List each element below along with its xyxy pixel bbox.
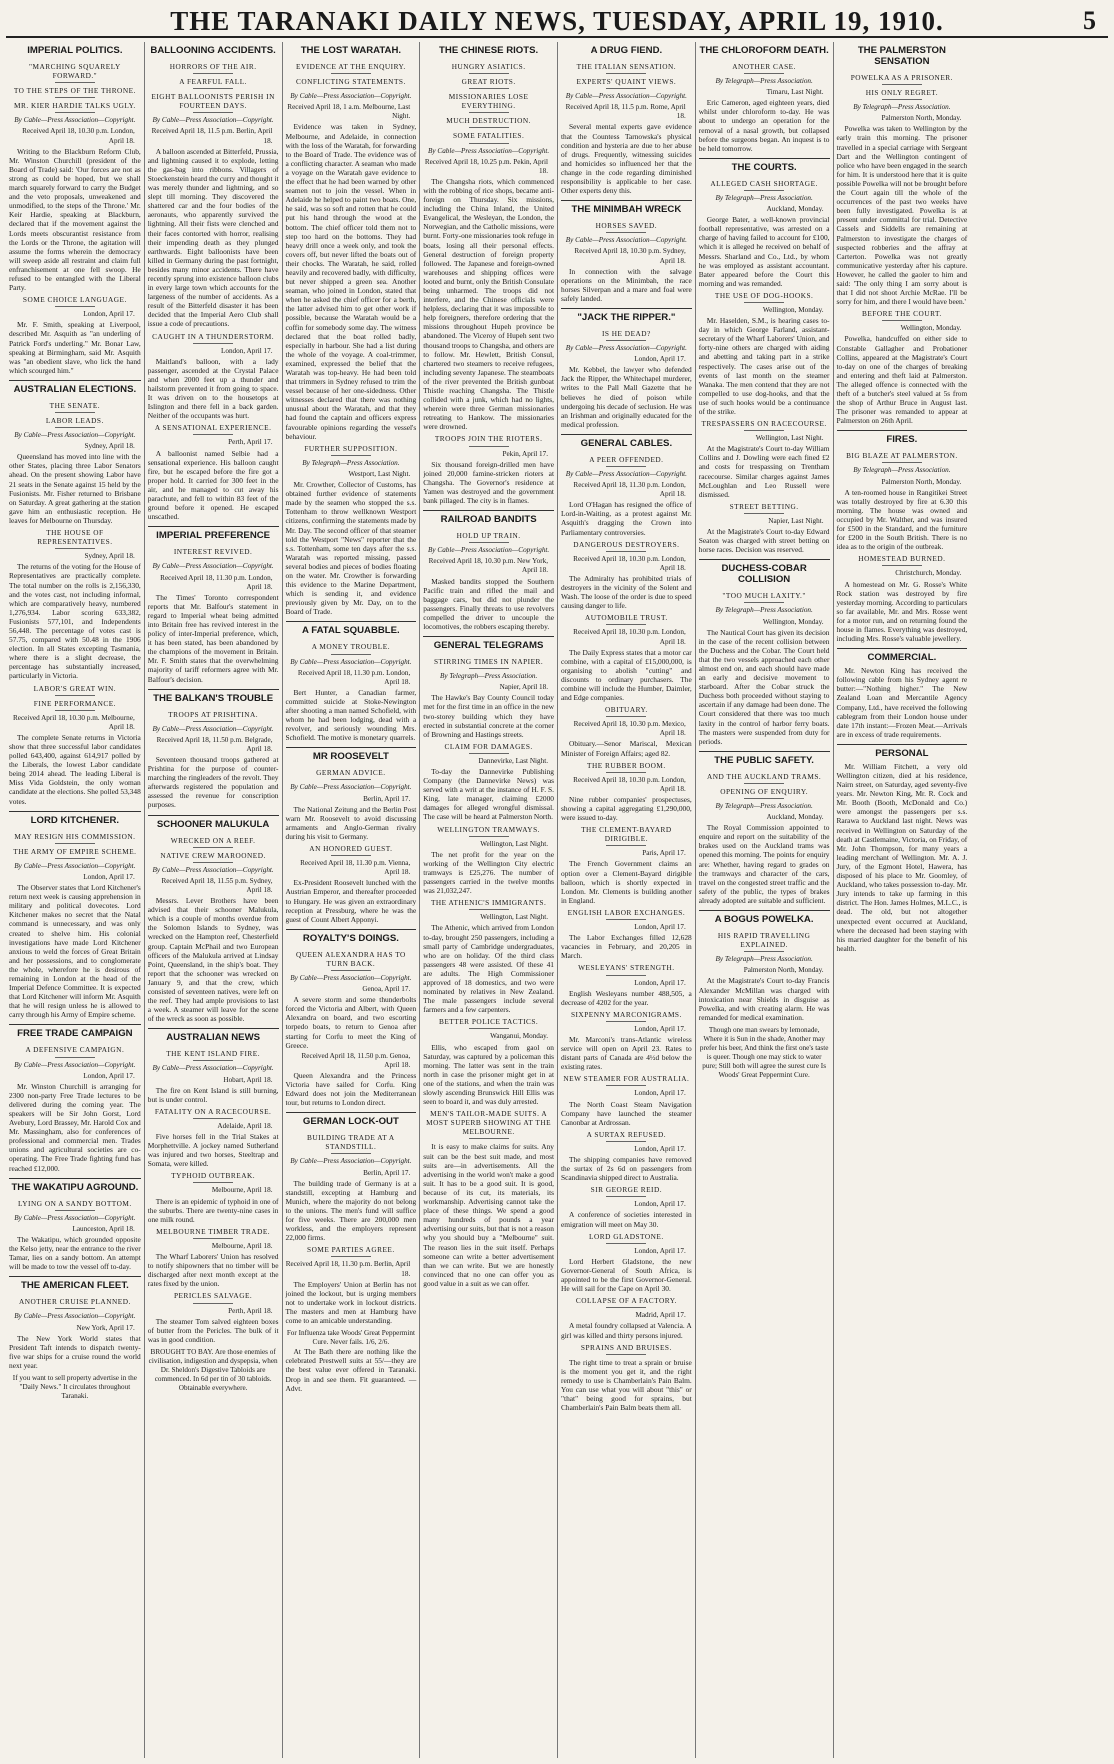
article-dateline: Madrid, April 17.: [635, 1311, 686, 1320]
page-number: 5: [1083, 6, 1096, 35]
article-headline: THE AMERICAN FLEET.: [9, 1276, 141, 1294]
article-byline: By Cable—Press Association—Copyright.: [14, 116, 136, 125]
article-body: The fire on Kent Island is still burning, but is under control.: [147, 1085, 279, 1104]
article-subheading: MELBOURNE TIMBER TRADE.: [148, 1227, 279, 1239]
article-byline: By Telegraph—Press Association.: [715, 77, 813, 86]
article-dateline: London, April 17.: [634, 1089, 686, 1098]
article-subheading: LABOR LEADS.: [9, 416, 141, 428]
article-byline: By Cable—Press Association—Copyright.: [290, 1157, 412, 1166]
article-subheading: TROOPS JOIN THE RIOTERS.: [423, 434, 554, 446]
article-body: The North Coast Steam Navigation Company have launched the steamer Canonbar at Ardrossan.: [561, 1099, 692, 1127]
article-headline: GENERAL TELEGRAMS: [423, 636, 554, 654]
article-headline: MR ROOSEVELT: [286, 747, 417, 765]
article-dateline: Received April 18, 11.30 p.m. London, April 18.: [573, 481, 686, 499]
article-byline: By Telegraph—Press Association.: [715, 955, 813, 964]
masthead-title: THE TARANAKI DAILY NEWS, TUESDAY, APRIL 19, 1910.: [170, 6, 944, 36]
article-dateline: London, April 17.: [83, 310, 135, 319]
article-subheading: A FEARFUL FALL.: [148, 77, 279, 89]
article-body: Messrs. Lever Brothers have been advised that their schooner Malukula, which is a couple of months overdue from the Solomon Islands to Sydney, was wrecked on the Hampton reef, Chesterfield group. Captain McPhail and two European officers of the Malukula arrived at Lindsay Point, Queensland, in the ship's boat. They report that the schooner was wrecked on January 9, and that the crew, which consisted of seventeen natives, were left on the reef. They had ample provisions to last a week. A steamer will leave for the scene of the wreck as soon as possible.: [147, 896, 279, 1024]
article-dateline: Received April 18, 11.5 p.m. Rome, April 18.: [565, 103, 686, 121]
article-dateline: Genoa, April 17.: [362, 985, 411, 994]
article-body: At The Bath there are nothing like the celebrated Prestwell suits at 55/—they are the best value ever offered in Taranaki. Drop in and see them. Fit guaranteed. —Advt.: [285, 1347, 417, 1393]
article-body: A balloon ascended at Bitterfeld, Prussia, and lightning caused it to explode, letting the gas-bag into ribbons. Villagers of Stoeckenstein heard the curry and thought it was merely thunder and lightning, and so slept till morning. They discovered the shattered car and the four bodies of the aeronauts, who apparently survived the lightning. All their fists were clenched and their faces contorted with horror, realising their impending death as they plunged earthwards. Eight balloonists have been killed in Germany during the past fortnight, besides many minor accidents. There have recently sprung into existence balloon clubs in every large town which accounts for the largeness of the number of accidents. As a result of the Bitterfeld disaster it has been decided that the Imperial Aero Club shall issue a code of precautions.: [147, 146, 279, 329]
article-subheading: A MONEY TROUBLE.: [286, 642, 417, 654]
article-body: Several mental experts gave evidence that the Countess Tarnowska's physical condition and hysteria are due to her abuse of drugs. Frequently, witnessing suicides and homicides so influenced her that the change in the code regarding diminished responsibility is applicable to her case. Other experts deny this.: [561, 122, 692, 196]
article-subheading: HOLD UP TRAIN.: [423, 531, 554, 543]
article-subheading: NEW STEAMER FOR AUSTRALIA.: [561, 1074, 692, 1086]
article-subheading: WELLINGTON TRAMWAYS.: [423, 825, 554, 837]
article-byline: By Cable—Press Association—Copyright.: [152, 1064, 274, 1073]
article-dateline: Palmerston North, Monday.: [743, 966, 824, 975]
article-headline: IMPERIAL POLITICS.: [27, 45, 123, 56]
article-subheading: SOME PARTIES AGREE.: [286, 1245, 417, 1257]
article-subheading: A SURTAX REFUSED.: [561, 1130, 692, 1142]
article-byline: By Cable—Press Association—Copyright.: [565, 236, 687, 245]
article-subheading: ALLEGED CASH SHORTAGE.: [699, 179, 830, 191]
article-body: The steamer Tom salved eighteen boxes of butter from the Pericles. The bulk of it was in good condition.: [147, 1316, 279, 1344]
article-subheading: TROOPS AT PRISHTINA.: [148, 710, 279, 722]
article-dateline: Received April 18, 10.30 p.m. London, April 18.: [573, 775, 686, 793]
article-subheading: ENGLISH LABOR EXCHANGES.: [561, 908, 692, 920]
article-body: The New York World states that President Taft intends to dispatch twenty-five war ships for a cruise round the world next year.: [9, 1333, 141, 1370]
article-subheading: THE USE OF DOG-HOOKS.: [699, 291, 830, 303]
article-body: Mr. Kebbel, the lawyer who defended Jack the Ripper, the Whitechapel murderer, writes to the Pall Mall Gazette that he believes he died of poison while undergoing his decade of seclusion. He was an Irishman and originally educated for the medical profession.: [561, 365, 692, 429]
article-subheading: MUCH DESTRUCTION.: [423, 116, 554, 128]
article-byline: By Telegraph—Press Association.: [853, 466, 951, 475]
article-body: There is an epidemic of typhoid in one of the suburbs. There are twenty-nine cases in one milk round.: [147, 1196, 279, 1224]
article-subheading: FURTHER SUPPOSITION.: [286, 444, 417, 456]
article-subheading: FINE PERFORMANCE.: [9, 699, 141, 711]
article-dateline: Dannevirke, Last Night.: [478, 756, 548, 765]
article-subheading: TRESPASSERS ON RACECOURSE.: [699, 419, 830, 431]
article-byline: By Telegraph—Press Association.: [439, 672, 538, 681]
column-1: [6, 42, 144, 1758]
article-subheading: LABOR'S GREAT WIN.: [9, 684, 141, 696]
article-body: The Nautical Court has given its decision in the case of the recent collision between the Duchess and the Cobar. The Court held that the two vessels approached each other almost end on, and each should have made an early and decisive movement to starboard. After the Cobar struck the Duchess both proceeded without staying to ascertain if any damage had been done. The Court considered that there was too much laxity in the control of harbor ferry boats. The masters were suspended from duty for periods.: [698, 627, 830, 746]
article-dateline: Wellington, Last Night.: [755, 434, 824, 443]
article-body: Seventeen thousand troops gathered at Prishtina for the purpose of counter-marching the ringleaders of the revolt. They afterwards registered the population and assessed the revenue for conscription purposes.: [147, 755, 279, 810]
article-body: Mr. Crowther, Collector of Customs, has obtained further evidence of statements made by the seamen who stopped the s.s. Tottenham to throw wellknown Westport citizens, confirming the statements made by Mr. Day. The second officer of that steamer told the Westport "News" reporter that the s.s. Tottenham, some ten days after the s.s. Waratah was reported missing, passed several bodies and pieces of bodies floating on the water. Mr. Crowther is forwarding this evidence to the Marine Department, which is sending it, and evidence previously given by Mr. Day, on to the Board of Trade.: [285, 480, 417, 617]
article-byline: By Cable—Press Association—Copyright.: [290, 657, 412, 666]
article-body: The shipping companies have removed the surtax of 2s 6d on passengers from Scandinavia shipped direct to Australia.: [561, 1155, 692, 1183]
article-dateline: London, April 17.: [634, 923, 686, 932]
article-dateline: London, April 17.: [220, 346, 273, 355]
article-body: Mr. Haselden, S.M., is hearing cases to-day in which George Farland, assistant-secretary of the Wharf Laborers' Union, and forty-nine others are charged with aiding and abetting and taking part in a strike respectively. The cases arise out of the events of last month on the steamer Wanaka. The men contend that they are not compelled to use dog-hooks, and that the use of such hooks would be a continuance of the strike.: [698, 316, 830, 416]
article-subheading: HORSES SAVED.: [561, 221, 692, 233]
article-byline: By Cable—Press Association—Copyright.: [152, 562, 274, 571]
article-byline: By Cable—Press Association—Copyright.: [14, 861, 136, 870]
article-headline: COMMERCIAL.: [837, 648, 968, 666]
article-subheading: OPENING OF ENQUIRY.: [699, 787, 830, 799]
article-subheading: OBITUARY.: [561, 705, 692, 717]
article-dateline: Wellington, Last Night.: [480, 839, 548, 848]
article-headline: SCHOONER MALUKULA: [148, 815, 279, 833]
article-body: The Royal Commission appointed to enquire and report on the suitability of the brakes used on the Auckland trams was opened this morning. The points for enquiry are: Whether, having regard to grades on the tramways and character of the cars, travel on the congested street traffic and the safety of the public, the types of brakes already adopted are suitable and sufficient.: [698, 823, 830, 905]
article-dateline: London, April 17.: [83, 872, 135, 881]
article-byline: By Telegraph—Press Association.: [853, 103, 951, 112]
article-subheading: THE KENT ISLAND FIRE.: [148, 1049, 279, 1061]
article-byline: By Cable—Press Association—Copyright.: [565, 344, 687, 353]
article-byline: By Cable—Press Association—Copyright.: [428, 546, 550, 555]
article-subheading: COLLAPSE OF A FACTORY.: [561, 1296, 692, 1308]
article-dateline: Received April 18, 10.25 p.m. Pekin, April 18.: [424, 157, 548, 175]
article-dateline: London, April 17.: [634, 1200, 686, 1209]
article-subheading: SOME FATALITIES.: [423, 131, 554, 143]
article-subheading: WRECKED ON A REEF.: [148, 836, 279, 848]
article-byline: By Cable—Press Association—Copyright.: [428, 146, 550, 155]
article-byline: By Cable—Press Association—Copyright.: [152, 116, 274, 125]
article-subheading: QUEEN ALEXANDRA HAS TO TURN BACK.: [286, 950, 417, 971]
article-dateline: Melbourne, April 18.: [211, 1241, 273, 1250]
article-byline: By Telegraph—Press Association.: [715, 802, 813, 810]
article-byline: By Cable—Press Association—Copyright.: [565, 92, 687, 101]
article-body: To-day the Dannevirke Publishing Company (the Dannevirke News) was served with a writ at the instance of H. F. S. King, late manager, claiming £2000 damages for alleged wrongful dismissal. The case will be heard at Palmerston North.: [423, 767, 554, 822]
article-dateline: Hobart, April 18.: [223, 1075, 273, 1084]
article-headline: IMPERIAL PREFERENCE: [148, 526, 279, 544]
article-dateline: London, April 17.: [83, 1071, 135, 1080]
article-subheading: SIXPENNY MARCONIGRAMS.: [561, 1010, 692, 1022]
article-subheading: MR. KIER HARDIE TALKS UGLY.: [9, 101, 141, 113]
article-dateline: Wellington, Monday.: [762, 617, 824, 626]
article-body: The Wakatipu, which grounded opposite the Kelso jetty, near the entrance to the river Tamar, lies on a sandy bottom. An attempt will be made to tow the vessel off to-day.: [9, 1234, 141, 1272]
article-headline: THE BALKAN'S TROUBLE: [148, 689, 279, 707]
article-body: Mr. F. Smith, speaking at Liverpool, described Mr. Asquith as "an underling of Patrick Ford's underling." Mr. Bonar Law, speaking at Birmingham, said Mr. Asquith was "an obedient slave, who lick the hand which scourged him.": [9, 320, 141, 375]
article-headline: GENERAL CABLES.: [561, 434, 692, 452]
article-body: Nine rubber companies' prospectuses, showing a capital aggregating £1,290,000, were issued to-day.: [561, 794, 692, 823]
article-subheading: POWELKA AS A PRISONER.: [837, 73, 968, 85]
advertisement: If you want to sell property advertise in the "Daily News." It circulates throughout Taranaki.: [12, 1373, 137, 1401]
article-byline: By Cable—Press Association—Copyright.: [14, 1060, 136, 1069]
article-subheading: INTEREST REVIVED.: [148, 547, 279, 559]
article-body: A homestead on Mr. G. Rosse's White Rock station was destroyed by fire yesterday morning. According to particulars so far available, Mr. and Mrs. Rosse went for a motor run, and on returning found the house in flames. Everything was destroyed, including Mrs. Rosse's valuable jewellery.: [836, 579, 968, 644]
article-subheading: BIG BLAZE AT PALMERSTON.: [837, 451, 968, 463]
article-byline: By Cable—Press Association—Copyright.: [152, 724, 274, 733]
article-body: Lord Herbert Gladstone, the new Governor-General of South Africa, is appointed to be the first Governor-General. He will sail for the Cape on April 30.: [561, 1256, 692, 1294]
article-subheading: TYPHOID OUTBREAK.: [148, 1171, 279, 1183]
article-subheading: STREET BETTING.: [699, 502, 830, 514]
article-body: The complete Senate returns in Victoria show that three successful labor candidates polled 643,400, against 614,917 polled by the Liberals, the lowest Labor candidate being 2014 ahead. The leading Liberal is Miss Vida Goldstein, the only woman candidate at the elections. She polled 53,348 votes.: [9, 732, 141, 806]
article-dateline: Palmerston North, Monday.: [881, 114, 962, 123]
article-body: The Observer states that Lord Kitchener's return next week is causing apprehension in military and political dovecotes. Lord Kitchener makes no secret that the Natal command is unnecessary, and was only created to shelve him. His colonial investigations have made Lord Kitchener anxious to weld the forces of Great Britain and her possessions, and to conglomerate the whole, wherefore he is desirous of remaining in London at the head of the Imperial Defence Committee. It is expected that Lord Kitchener will inform Mr. Asquith that he will resign unless he is allowed to carry through his Army of Empire scheme.: [9, 883, 141, 1020]
article-body: The French Government claims an option over a Clement-Bayard dirigible balloon, which is shortly expected in London. Mr. Clements is building another in England.: [561, 859, 692, 905]
article-body: Eric Cameron, aged eighteen years, died whilst under chloroform to-day. He was about to undergo an operation for the removal of a nasal growth, but collapsed before the surgeons began. An inquest is to be held tomorrow.: [698, 98, 830, 153]
article-body: At the Magistrate's Court to-day Edward Seaton was charged with street betting on horse races. Decision was reserved.: [698, 527, 830, 555]
article-dateline: Received April 18, 10.30 p.m. Mexico, April 18.: [573, 720, 686, 738]
article-body: Evidence was taken in Sydney, Melbourne, and Adelaide, in connection with the loss of the Waratah, for forwarding to the Board of Trade. The evidence was of a conflicting character. A seaman who made a voyage on the Waratah gave evidence to the effect that he had been warned by other seamen not to join the vessel. When in Adelaide he helped to paint two boats. One, he said, was so soft and rotten that he could put his hand through the wood at the bottom. The chief officer told them not to step too hard on the bottoms. They had heavy drill once a week only, and took the covers off, but never lifted the boats out of their chocks. The Waratah, he said, rolled heavily and recovered badly, with difficulty, but never shipped a green sea. Another seaman, who joined in London, stated that when he asked the chief officer for a berth, the latter advised him to get other work if possible, because the Waratah would be a coffin for somebody some day. The witness declared that the boat rolled badly, especially in harbour. She had a list during the whole of the voyage. A coal-trimmer, examined, expressed the belief that the Waratah was top-heavy. He had been told that trimmers in Sydney refused to trim the vessel because of her one-sidedness. Other witnesses declared that there was nothing unusual about the Waratah, and that they had found the captain and officers express favourable opinions regarding the vessel's behaviour.: [285, 122, 417, 441]
article-subheading: MEN'S TAILOR-MADE SUITS. A MOST SUPERB SHOWING AT THE MELBOURNE.: [423, 1109, 554, 1139]
article-dateline: Wellington, Monday.: [900, 324, 962, 333]
advertisement: Though one man swears by lemonade, Where it is Sun in the shade, Another may prefer his beer, And think the first one's taste is queer. Though one may stick to water pure; Still both will agree the surest cure Is Woods' Great Peppermint Cure.: [699, 1025, 829, 1080]
article-subheading: "TOO MUCH LAXITY.": [699, 591, 830, 603]
article-subheading: THE ITALIAN SENSATION.: [561, 62, 692, 74]
article-body: The Wharf Laborers' Union has resolved to notify shipowners that no timber will be discharged after next month except at the rates fixed by the union.: [147, 1252, 279, 1289]
article-headline: FIRES.: [837, 430, 968, 448]
article-dateline: Received April 18, 10.30 p.m. Melbourne, April 18.: [12, 713, 135, 731]
article-dateline: Received April 18, 11.30 p.m. Vienna, April 18.: [300, 859, 411, 877]
column-6: [695, 42, 833, 1758]
article-headline: A FATAL SQUABBLE.: [286, 621, 417, 639]
article-body: The Employers' Union at Berlin has not joined the lockout, but is urging members not to undertake work in lockout districts. The masters and men at Hamburg have come to an amicable understanding.: [285, 1279, 417, 1325]
article-subheading: DANGEROUS DESTROYERS.: [561, 540, 692, 552]
article-subheading: HIS ONLY REGRET.: [837, 88, 968, 100]
article-body: Mr. Winston Churchill is arranging for 2300 non-party Free Trade lectures to be delivered during the coming year. The speakers will be Sir John Gorst, Lord Avebury, Lord Brassey, Mr. Harold Cox and Mr. Massingham, also for conferences of professional and commercial men. Trades unions and agricultural societies are co-operating. The Free Trade fighting fund has reached £12,000.: [9, 1081, 141, 1173]
article-dateline: London, April 17.: [634, 978, 686, 987]
article-dateline: Received April 18, 1 a.m. Melbourne, Last Night.: [287, 103, 411, 121]
article-dateline: Wellington, Last Night.: [480, 913, 548, 922]
article-dateline: Received April 18, 11.30 p.m. Berlin, April 18.: [285, 1260, 411, 1278]
article-subheading: FATALITY ON A RACECOURSE.: [148, 1107, 279, 1119]
article-headline: GERMAN LOCK-OUT: [286, 1112, 417, 1130]
article-dateline: Melbourne, April 18.: [211, 1186, 273, 1195]
article-body: The Admiralty has prohibited trials of destroyers in the vicinity of the Solent and Wash. The loose of the order is due to speed causing danger to life.: [561, 573, 692, 611]
article-headline: THE CHLOROFORM DEATH.: [699, 45, 829, 56]
article-body: Obituary.—Senor Mariscal, Mexican Minister of Foreign Affairs; aged 82.: [561, 739, 692, 758]
article-body: A balloonist named Selbie had a sensational experience. His balloon caught fire, but he escaped before the fire got a proper hold. It carried for 300 feet in the air, and he managed to cut away his parachute, and fell to within 83 feet of the ground before it opened. He escaped unscathed.: [147, 448, 279, 522]
article-body: Bert Hunter, a Canadian farmer, committed suicide at Stoke-Newington after shooting a man named Schofield, with whom he had been lodging, dead with a revolver, and seriously wounding Mrs. Schofield. The motive is monetary quarrels.: [285, 687, 417, 743]
article-dateline: Received April 18, 10.30 p.m. London, April 18.: [573, 554, 686, 572]
article-body: Queen Alexandra and the Princess Victoria have sailed for Corfu. King Edward does not join the Mediterranean tour, but returns to London direct.: [285, 1070, 417, 1108]
article-headline: ROYALTY'S DOINGS.: [286, 929, 417, 947]
article-body: Masked bandits stopped the Southern Pacific train and rifled the mail and baggage cars, but did not plunder the passengers. Finally threats to use revolvers compelled the driver to uncouple the locomotives, the robbers escaping thereby.: [423, 576, 554, 631]
article-dateline: Received April 18, 11.30 p.m. London, April 18.: [160, 573, 273, 591]
article-body: Writing to the Blackburn Reform Club, Mr. Winston Churchill (president of the Board of Trade) said: 'Our forces are not as strong as could be hoped, but we shall march squarely forward to carry the Budget and the veto proposals, unweakened and unmodified, to the steps of the Throne.' Mr. Keir Hardie, speaking at Blackburn, declared that if the movement against the Lords meets obscurantist resistance from the Lords or the Throne, the agitation will assume the forms wherein the democracy will sweep aside all restraint and claim full enfranchisement at one fell swoop. He refused to be entangled with the Liberal Party.: [9, 146, 141, 293]
article-subheading: ANOTHER CASE.: [699, 62, 830, 74]
article-subheading: THE RUBBER BOOM.: [561, 761, 692, 773]
article-subheading: SIR GEORGE REID.: [561, 1185, 692, 1197]
article-body: At the Magistrate's Court to-day Francis Alexander McMillan was charged with intoxication near Shields in disguise as Powelka, and with creating alarm. He was remanded for medical examination.: [698, 976, 830, 1022]
article-body: A ten-roomed house in Rangitikei Street was totally destroyed by fire at 6.30 this morning. The house was owned and occupied by Mr. Walther, and was insured for £500 in the Standard, and the furniture for £200 in the South British. There is no idea as to the origin of the outbreak.: [836, 487, 968, 552]
article-body: Lord O'Hagan has resigned the office of Lord-in-Waiting, as a protest against Mr. Asquith's dragging the Crown into Parliamentary controversies.: [561, 500, 692, 537]
article-subheading: BETTER POLICE TACTICS.: [423, 1017, 554, 1029]
article-body: The Labor Exchanges filled 12,628 vacancies in February, and 20,205 in March.: [561, 933, 692, 961]
article-dateline: Palmerston North, Monday.: [881, 477, 962, 486]
article-body: Mr. William Fitchett, a very old Wellington citizen, died at his residence, Nairn street, on Saturday, aged seventy-five years. Mr. Newton King, Mr. R. Cock and Mr. Booth (Booth, McDonald and Co.) were amongst the passengers per s.s. Rarawa to Auckland last night. News was received in Wellington on Saturday of the death at Castlemaine, Victoria, on Friday, of Mr. John Thompson, for many years a leading merchant of Wellington. Mr. A. J. Jury, of the Egmont Hotel, Hawera, has disposed of his place to Mr. Goomley, of Auckland, who takes possession to-day. Mr. Jury intends to take up farming in this district. The Hon. James Holmes, M.L.C., is dead. The old, but not altogether unexpected event occurred at Auckland, where the deceased had been staying with his married daughter for the benefit of his health.: [836, 761, 968, 953]
article-dateline: New York, April 17.: [76, 1323, 135, 1332]
article-headline: THE MINIMBAH WRECK: [561, 200, 692, 218]
article-headline: BALLOONING ACCIDENTS.: [150, 45, 276, 56]
article-byline: By Cable—Press Association—Copyright.: [565, 470, 687, 478]
article-subheading: A PEER OFFENDED.: [561, 455, 692, 467]
article-subheading: CLAIM FOR DAMAGES.: [423, 742, 554, 754]
article-dateline: Received April 18, 10.30 p.m. London, April 18.: [573, 628, 686, 646]
article-subheading: LYING ON A SANDY BOTTOM.: [9, 1199, 141, 1211]
article-subheading: "MARCHING SQUARELY FORWARD.": [9, 62, 141, 83]
article-headline: A BOGUS POWELKA.: [699, 910, 830, 928]
article-body: English Wesleyans number 488,505, a decrease of 4202 for the year.: [561, 988, 692, 1007]
article-dateline: Wellington, Monday.: [762, 305, 824, 314]
article-subheading: THE ATHENIC'S IMMIGRANTS.: [423, 898, 554, 910]
article-headline: "JACK THE RIPPER.": [561, 308, 692, 326]
article-dateline: Perth, April 17.: [228, 438, 273, 447]
article-subheading: SOME CHOICE LANGUAGE.: [9, 295, 141, 307]
article-subheading: HIS RAPID TRAVELLING EXPLAINED.: [699, 931, 830, 952]
article-headline: AUSTRALIAN ELECTIONS.: [9, 380, 141, 398]
article-dateline: Westport, Last Night.: [348, 469, 411, 478]
article-dateline: Auckland, Monday.: [766, 813, 824, 822]
article-body: Ex-President Roosevelt lunched with the Austrian Emperor, and thereafter proceeded to Hungary. He was given an extraordinary reception at Pressburg, where he was the guest of Count Albert Apponyi.: [285, 878, 417, 924]
article-byline: By Cable—Press Association—Copyright.: [290, 783, 412, 792]
article-dateline: Auckland, Monday.: [766, 205, 824, 214]
article-columns: [6, 42, 1108, 1758]
article-subheading: THE HOUSE OF REPRESENTATIVES.: [9, 528, 141, 549]
article-body: Mr. Marconi's trans-Atlantic wireless service will open on April 23. Rates to distant parts of Canada are 4½d below the existing rates.: [561, 1034, 692, 1072]
article-dateline: Received April 18, 11.5 p.m. Berlin, April 18.: [151, 127, 273, 145]
article-subheading: IS HE DEAD?: [561, 329, 692, 341]
article-dateline: Adelaide, April 18.: [217, 1121, 273, 1130]
article-body: Ellis, who escaped from gaol on Saturday, was captured by a policeman this morning. The latter was sent in the train north in case the prisoner might get in at one of the stations, and when the train was slowly ascending Brunswick Hill Ellis was seen to board it, and was duly arrested.: [423, 1042, 554, 1107]
article-dateline: Received April 18, 11.30 p.m. London, April 18.: [297, 668, 411, 686]
advertisement: BROUGHT TO BAY. Are those enemies of civilisation, indigestion and dyspepsia, when Dr. Sheldon's Digestive Tabloids are commenced. In 6d per tin of 30 tabloids. Obtainable everywhere.: [148, 1347, 278, 1393]
article-dateline: Launceston, April 18.: [72, 1224, 135, 1233]
article-subheading: HOMESTEAD BURNED.: [837, 554, 968, 566]
article-subheading: THE ARMY OF EMPIRE SCHEME.: [9, 847, 141, 859]
article-dateline: Received April 18, 10.30 p.m. London, April 18.: [22, 127, 135, 145]
article-headline: DUCHESS-COBAR COLLISION: [699, 559, 830, 588]
article-subheading: CONFLICTING STATEMENTS.: [286, 77, 417, 89]
article-headline: FREE TRADE CAMPAIGN: [9, 1024, 141, 1042]
article-headline: THE WAKATIPU AGROUND.: [9, 1178, 141, 1196]
article-byline: By Cable—Press Association—Copyright.: [152, 865, 274, 874]
article-dateline: Received April 18, 10.30 p.m. Sydney, April 18.: [574, 247, 686, 265]
article-subheading: A DEFENSIVE CAMPAIGN.: [9, 1045, 141, 1057]
article-body: Powelka, handcuffed on either side to Constable Gallagher and Probationer Collins, appeared at the Magistrate's Court to-day on one of the charges of breaking and entering and theft laid at Palmerston. The alleged offence is connected with the theft of a butcher's steel valued at 5s from the shop of Arthur Bruce in August last. The prisoner was remanded to appear at Palmerston on 26th April.: [836, 334, 968, 426]
article-dateline: Timaru, Last Night.: [766, 88, 824, 97]
article-subheading: BUILDING TRADE AT A STANDSTILL.: [286, 1133, 417, 1154]
article-dateline: London, April 17.: [634, 355, 686, 364]
article-headline: THE LOST WARATAH.: [300, 45, 402, 56]
advertisement: For Influenza take Woods' Great Peppermint Cure. Never fails. 1/6, 2/6.: [286, 1329, 415, 1347]
article-subheading: HUNGRY ASIATICS.: [423, 62, 554, 74]
article-subheading: THE SENATE.: [9, 401, 141, 413]
article-dateline: London, April 17.: [634, 1144, 686, 1153]
article-dateline: Received April 18, 10.30 p.m. New York, April 18.: [428, 557, 548, 575]
article-subheading: A SENSATIONAL EXPERIENCE.: [148, 423, 279, 435]
article-subheading: PERICLES SALVAGE.: [148, 1291, 279, 1303]
article-dateline: Sydney, April 18.: [84, 442, 135, 451]
masthead-rule: [6, 36, 1108, 38]
article-body: The returns of the voting for the House of Representatives are practically complete. The total number on the rolls is 2,156,330, and the votes cast, not including informal, which are comparatively heavy, numbered 1,276,934. Labor scoring 633,382, Fusionists 577,101, and Independents 56,448. The percentage of votes cast is 57.75, compared with 50.48 in the 1906 election. In all States excepting Tasmania, where there is a slight decrease, the percentage has substantially increased, particularly in Victoria.: [9, 562, 141, 681]
article-byline: By Telegraph—Press Association.: [302, 458, 400, 467]
article-subheading: GERMAN ADVICE.: [286, 768, 417, 780]
article-dateline: Berlin, April 17.: [363, 1168, 411, 1177]
article-subheading: WESLEYANS' STRENGTH.: [561, 963, 692, 975]
article-dateline: Napier, Last Night.: [768, 516, 824, 525]
article-subheading: MISSIONARIES LOSE EVERYTHING.: [423, 92, 554, 113]
column-3: [282, 42, 420, 1758]
article-dateline: Christchurch, Monday.: [895, 569, 962, 578]
article-dateline: Wanganui, Monday.: [490, 1032, 548, 1041]
article-headline: A DRUG FIEND.: [590, 45, 663, 56]
article-byline: By Cable—Press Association—Copyright.: [14, 1213, 136, 1222]
article-byline: By Cable—Press Association—Copyright.: [14, 431, 136, 440]
article-headline: PERSONAL: [837, 744, 968, 762]
column-7: [833, 42, 971, 1758]
column-2: [144, 42, 282, 1758]
article-body: The Athenic, which arrived from London to-day, brought 250 passengers, including a small party of Cambridge undergraduates, who are on holiday. Of the third class passengers 48 were assisted. Of these 41 are adults. The High Commissioner approved of 18 domestics, and two were nominated by relatives in New Zealand. The male passengers include several farmers and a few carpenters.: [423, 923, 554, 1015]
article-dateline: Berlin, April 17.: [363, 794, 411, 803]
article-body: The right time to treat a sprain or bruise is the moment you get it, and the right remedy to use is Chamberlain's Pain Balm. You can use what you will about "this" or "that" being good for sprains, but Chamberlain's Pain Balm beats them all.: [561, 1357, 692, 1413]
article-body: Six thousand foreign-drilled men have joined 20,000 famine-stricken rioters at Changsha. The Governor's residence at Yamen was destroyed and the government bank pillaged. The city is in flames.: [423, 459, 554, 506]
article-body: At the Magistrate's Court to-day William Collins and J. Dowling were each fined £2 and costs for trespassing on Trentham racecourse. Similar charges against James McLoughlan and Leo Russell were dismissed.: [698, 444, 830, 499]
article-dateline: Perth, April 18.: [228, 1306, 273, 1315]
article-dateline: Received April 18, 11.50 p.m. Genoa, April 18.: [301, 1051, 411, 1069]
article-dateline: Sydney, April 18.: [84, 552, 135, 561]
article-headline: THE PALMERSTON SENSATION: [857, 45, 946, 67]
article-dateline: Received April 18, 11.50 p.m. Belgrade, April 18.: [156, 735, 273, 753]
article-subheading: GREAT RIOTS.: [423, 77, 554, 89]
article-body: Queensland has moved into line with the other States, placing three Labor Senators ahead. On the present showing Labor have 21 seats in the Senate against 15 held by the Fusionists. Mr. Fisher returned to Brisbane on Saturday. A great gathering at the station gave him an enthusiastic reception. He leaves for Melbourne on Thursday.: [9, 452, 141, 525]
article-dateline: London, April 17.: [634, 1246, 686, 1255]
article-subheading: HORRORS OF THE AIR.: [148, 62, 279, 74]
article-dateline: Napier, April 18.: [499, 683, 548, 692]
column-5: [557, 42, 695, 1758]
article-body: A conference of societies interested in emigration will meet on May 30.: [561, 1210, 692, 1229]
article-byline: By Telegraph—Press Association.: [715, 193, 813, 202]
article-body: It is easy to make claims for suits. Any suit can be the best suit made, and most suits are—in advertisements. All the advertising in the world won't make a good suit. It has to be a good suit. It is good, because of its cut, its materials, its workmanship. Advertising cannot take the place of these things. We spend a good many hundreds of pounds a year advertising our suits, but that is not a reason why you should buy a "Melbourne" suit. The reason lies in the suit itself. Perhaps someone can write a better advertisement than we can write. But we are honestly convinced that no one can offer you as good value in a suit as we can offer.: [423, 1142, 554, 1288]
masthead: [0, 0, 1114, 34]
article-body: The building trade of Germany is at a standstill, excepting at Hamburg and Munich, where the majority do not belong to the unions. The men's fund will suffice for five weeks. There are 200,000 men workless, and the employers represent 22,000 firms.: [285, 1178, 417, 1243]
article-subheading: EIGHT BALLOONISTS PERISH IN FOURTEEN DAYS.: [148, 92, 279, 113]
article-body: The National Zeitung and the Berlin Post warn Mr. Roosevelt to avoid discussing armaments and Anglo-German rivalry during his visit to Germany.: [285, 804, 417, 841]
article-body: Maitland's balloon, with a lady passenger, ascended at the Crystal Palace and when 2000 feet up a thunder and hailstorm prevented it from going to space. It was driven on to the housetops at Islington and there fell in a back garden. Neither of the occupants was hurt.: [147, 356, 279, 421]
article-subheading: AN HONORED GUEST.: [286, 844, 417, 856]
article-body: A severe storm and some thunderbolts forced the Victoria and Albert, with Queen Alexandra on board, and two escorting torpedo boats, to return to Genoa after starting for Corfu to meet the King of Greece.: [285, 995, 417, 1050]
article-headline: THE PUBLIC SAFETY.: [699, 751, 830, 769]
article-body: In connection with the salvage operations on the Minimbah, the race horses Silverpan and a mare and foal were safely landed.: [561, 266, 692, 303]
article-body: The Changsha riots, which commenced with the robbing of rice shops, became anti-foreign on Thursday. Six missions, including the China Inland, the United Evangelical, the Wesleyan, the London, the Norwegian, and the Catholic missions, were burnt. Forty-one missionaries took refuge in boats, losing all their personal effects. General destruction of foreign property followed. The Japanese and foreign-owned warehouses and shipping offices were looted and burnt, only the British Consulate being unharmed. The troops did not interfere, and the Chinese officials were helpless, declaring that it was impossible to help foreigners, therefore ordering that the missions throughout Hupeh province be abandoned. The Viceroy of Hupeh sent two thousand troops to Changsha, and others are to follow. Mr. Hewlett, British Consul, chartered two steamers to receive refugees, including seventy Japanese. The steamboats of the river prevented the British gunboat Thistle reaching Changsha. The Thistle collided with a junk, which had no lights, wherein were three German missionaries retreating to Hankow. The missionaries were drowned.: [423, 176, 554, 432]
article-subheading: BEFORE THE COURT.: [837, 309, 968, 321]
article-byline: By Telegraph—Press Association.: [715, 606, 813, 615]
article-body: The net profit for the year on the working of the Wellington City electric tramways is £25,276. The number of passengers carried in the twelve months was 21,032,247.: [423, 849, 554, 896]
article-subheading: EXPERTS' QUAINT VIEWS.: [561, 77, 692, 89]
article-headline: THE COURTS.: [699, 158, 830, 176]
article-subheading: SPRAINS AND BRUISES.: [561, 1343, 692, 1355]
article-body: A metal foundry collapsed at Valencia. A girl was killed and thirty persons injured.: [561, 1321, 692, 1340]
article-subheading: EVIDENCE AT THE ENQUIRY.: [286, 62, 417, 74]
article-body: The Daily Express states that a motor car combine, with a capital of £15,000,000, is organising to abolish "cutting" and discounts to ordinary purchasers. The combine will include the Humber, Daimler, and Edge companies.: [561, 647, 692, 703]
article-subheading: TO THE STEPS OF THE THRONE.: [9, 86, 141, 98]
article-byline: By Cable—Press Association—Copyright.: [290, 973, 412, 982]
article-headline: AUSTRALIAN NEWS: [148, 1028, 279, 1046]
article-byline: By Cable—Press Association—Copyright.: [290, 92, 412, 101]
article-body: Five horses fell in the Trial Stakes at Morphettville. A jockey named Sutherland was injured and two horses, Steeltrap and Somata, were killed.: [147, 1132, 279, 1169]
article-byline: By Cable—Press Association—Copyright.: [14, 1312, 136, 1321]
article-dateline: London, April 17.: [634, 1024, 686, 1033]
article-body: Powelka was taken to Wellington by the early train this morning. The prisoner travelled in a special carriage with Sergeant Dart and the Wellington contingent of police who have been engaged in the search for him. It is understood here that it is quite possible Powelka will not be brought before the Court again till the whole of the occurrences of the past two weeks have been fully investigated. Powelka is at present under committal for trial. Detective Cassels and Siddells are remaining at Palmerston to investigate the charges of suspected robberies and the affray at Carterton. Powelka was not greatly communicative yesterday after his capture. However, he called the gaoler to him and said: 'The only thing I am sorry about is that I did not shoot Archie McRae. I'll be sorry for him, and there I would have been.': [836, 124, 968, 307]
article-dateline: Paris, April 17.: [642, 849, 686, 858]
article-subheading: THE CLEMENT-BAYARD DIRIGIBLE.: [561, 825, 692, 846]
article-subheading: NATIVE CREW MAROONED.: [148, 851, 279, 863]
article-subheading: STIRRING TIMES IN NAPIER.: [423, 657, 554, 669]
article-subheading: LORD GLADSTONE.: [561, 1232, 692, 1244]
column-4: [419, 42, 557, 1758]
article-dateline: Received April 18, 11.55 p.m. Sydney, April 18.: [161, 876, 273, 894]
article-headline: LORD KITCHENER.: [9, 811, 141, 829]
article-subheading: ANOTHER CRUISE PLANNED.: [9, 1297, 141, 1309]
article-subheading: AND THE AUCKLAND TRAMS.: [699, 772, 830, 784]
article-dateline: Pekin, April 17.: [502, 449, 548, 458]
article-body: The Hawke's Bay County Council today met for the first time in an office in the new two-storey building which they have erected in substantial concrete at the corner of Browning and Hastings streets.: [423, 693, 554, 739]
article-headline: RAILROAD BANDITS: [423, 510, 554, 528]
article-body: The Times' Toronto correspondent reports that Mr. Balfour's statement in regard to Imperial wheat being admitted into Britain free has revived interest in the policy of inter-Imperial preference, which, it has been stated, has been abandoned by the champions of the movement in Britain. Mr. F. Smith states that the overwhelming majority of tariff reformers agree with Mr. Balfour's decision.: [147, 592, 279, 684]
article-subheading: AUTOMOBILE TRUST.: [561, 613, 692, 625]
article-body: Mr. Newton King has received the following cable from his Sydney agent re butter:—"Nothing higher." The New Zealand Loan and Mercantile Agency Company, Ltd., have received the following cablegram from their London house under date 17th instant:—Frozen Meat.—Arrivals are in excess of trade requirements.: [836, 666, 968, 739]
article-body: George Bater, a well-known provincial football representative, was arrested on a charge of having failed to account for £100, which it is alleged he received on behalf of Messrs. Sharland and Co., Ltd., by whom he was employed as assistant accountant. Bater appeared before the Court this morning and was remanded.: [698, 215, 830, 288]
article-subheading: MAY RESIGN HIS COMMISSION.: [9, 832, 141, 844]
article-subheading: CAUGHT IN A THUNDERSTORM.: [148, 332, 279, 344]
article-headline: THE CHINESE RIOTS.: [439, 45, 539, 56]
